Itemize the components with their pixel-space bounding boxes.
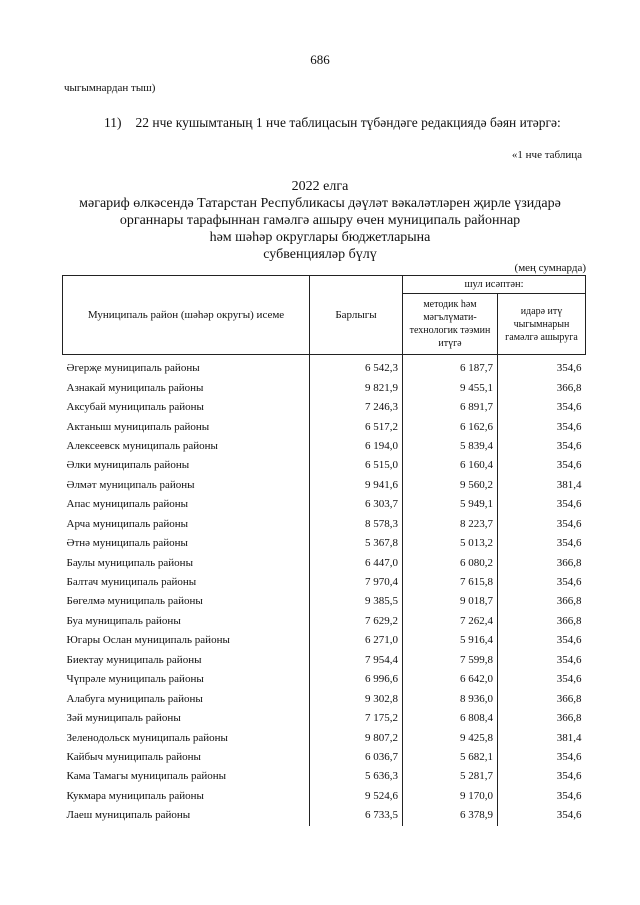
table-row [63,651,586,670]
heading-line: һәм шәһәр округлары бюджетларына [209,230,431,245]
header-total: Барлыгы [310,276,403,355]
units-note: (мең сумнарда) [514,262,586,274]
district-name: Лаеш муниципаль районы [63,806,310,825]
admin-value: 366,8 [497,592,585,611]
total-value: 9 807,2 [310,728,403,747]
district-name: Биектау муниципаль районы [63,651,310,670]
methodical-value: 9 425,8 [403,728,498,747]
admin-value: 354,6 [497,573,585,592]
admin-value: 354,6 [497,787,585,806]
table-row [63,417,586,436]
methodical-value: 7 615,8 [403,573,498,592]
admin-value: 354,6 [497,437,585,456]
heading-line: мәгариф өлкәсендә Татарстан Республикасы дәүләт вәкаләтләрен җирле үзидарә [79,196,561,211]
district-name: Арча муниципаль районы [63,515,310,534]
district-name: Чүпрәле муниципаль районы [63,670,310,689]
methodical-value: 7 599,8 [403,651,498,670]
admin-value: 354,6 [497,651,585,670]
total-value: 6 303,7 [310,495,403,514]
district-name: Буа муниципаль районы [63,612,310,631]
table-row [63,592,586,611]
admin-value: 354,6 [497,398,585,417]
methodical-value: 9 455,1 [403,378,498,397]
district-name: Алексеевск муниципаль районы [63,437,310,456]
total-value: 7 954,4 [310,651,403,670]
previous-page-continuation: чыгымнардан тыш) [64,82,156,94]
admin-value: 381,4 [497,476,585,495]
total-value: 6 542,3 [310,355,403,379]
table-row [63,476,586,495]
methodical-value: 6 080,2 [403,553,498,572]
total-value: 6 517,2 [310,417,403,436]
total-value: 6 733,5 [310,806,403,825]
total-value: 6 996,6 [310,670,403,689]
district-name: Югары Ослан муниципаль районы [63,631,310,650]
total-value: 7 175,2 [310,709,403,728]
methodical-value: 9 018,7 [403,592,498,611]
header-group: шул исәптән: [403,276,586,294]
page-number: 686 [310,52,330,67]
heading-line: субвенцияләр бүлү [263,247,377,262]
table-row [63,437,586,456]
table-row [63,728,586,747]
district-name: Актаныш муниципаль районы [63,417,310,436]
methodical-value: 5 281,7 [403,767,498,786]
district-name: Азнакай муниципаль районы [63,378,310,397]
methodical-value: 6 187,7 [403,355,498,379]
district-name: Зәй муниципаль районы [63,709,310,728]
admin-value: 354,6 [497,417,585,436]
admin-value: 354,6 [497,767,585,786]
methodical-value: 5 013,2 [403,534,498,553]
district-name: Кама Тамагы муниципаль районы [63,767,310,786]
heading-line: 2022 елга [291,179,349,194]
methodical-value: 6 378,9 [403,806,498,825]
admin-value: 354,6 [497,515,585,534]
total-value: 6 194,0 [310,437,403,456]
methodical-value: 6 808,4 [403,709,498,728]
admin-value: 366,8 [497,709,585,728]
admin-value: 354,6 [497,748,585,767]
total-value: 9 524,6 [310,787,403,806]
table-row [63,709,586,728]
header-methodical: методик һәм мәгълүмати-технологик тәэмин итүгә [403,294,498,355]
table-row [63,689,586,708]
methodical-value: 5 839,4 [403,437,498,456]
subvention-table [62,275,586,826]
methodical-value: 8 223,7 [403,515,498,534]
table-row [63,670,586,689]
table-row [63,767,586,786]
total-value: 9 385,5 [310,592,403,611]
table-row [63,573,586,592]
admin-value: 366,8 [497,378,585,397]
table-row [63,631,586,650]
paragraph-number: 11) [104,115,122,130]
admin-value: 354,6 [497,456,585,475]
district-name: Әлки муниципаль районы [63,456,310,475]
paragraph-text: 22 нче кушымтаның 1 нче таблицасын түбәндәге редакциядә бәян итәргә: [135,115,561,130]
methodical-value: 8 936,0 [403,689,498,708]
district-name: Аксубай муниципаль районы [63,398,310,417]
district-name: Бөгелмә муниципаль районы [63,592,310,611]
methodical-value: 9 560,2 [403,476,498,495]
methodical-value: 7 262,4 [403,612,498,631]
admin-value: 354,6 [497,495,585,514]
district-name: Әлмәт муниципаль районы [63,476,310,495]
total-value: 7 629,2 [310,612,403,631]
table-row [63,553,586,572]
methodical-value: 5 949,1 [403,495,498,514]
district-name: Зеленодольск муниципаль районы [63,728,310,747]
table-reference: «1 нче таблица [511,149,582,161]
district-name: Апас муниципаль районы [63,495,310,514]
total-value: 6 515,0 [310,456,403,475]
total-value: 6 447,0 [310,553,403,572]
total-value: 8 578,3 [310,515,403,534]
admin-value: 366,8 [497,612,585,631]
admin-value: 354,6 [497,534,585,553]
district-name: Кукмара муниципаль районы [63,787,310,806]
methodical-value: 6 162,6 [403,417,498,436]
table-row [63,495,586,514]
methodical-value: 6 891,7 [403,398,498,417]
methodical-value: 5 682,1 [403,748,498,767]
heading-line: органнары тарафыннан гамәлгә ашыру өчен муниципаль районнар [119,213,521,228]
table-row [63,515,586,534]
table-row [63,456,586,475]
header-name: Муниципаль район (шәһәр округы) исеме [63,276,310,355]
table-heading [0,178,640,263]
amendment-paragraph [64,114,582,132]
table-row [63,806,586,825]
district-name: Әгерҗе муниципаль районы [63,355,310,379]
admin-value: 354,6 [497,355,585,379]
table-row [63,787,586,806]
district-name: Балтач муниципаль районы [63,573,310,592]
district-name: Баулы муниципаль районы [63,553,310,572]
total-value: 6 271,0 [310,631,403,650]
total-value: 7 970,4 [310,573,403,592]
total-value: 5 636,3 [310,767,403,786]
table-row [63,378,586,397]
total-value: 6 036,7 [310,748,403,767]
admin-value: 354,6 [497,631,585,650]
district-name: Кайбыч муниципаль районы [63,748,310,767]
admin-value: 354,6 [497,806,585,825]
table-row [63,355,586,379]
total-value: 7 246,3 [310,398,403,417]
district-name: Әтнә муниципаль районы [63,534,310,553]
total-value: 5 367,8 [310,534,403,553]
district-name: Алабуга муниципаль районы [63,689,310,708]
admin-value: 354,6 [497,670,585,689]
methodical-value: 6 642,0 [403,670,498,689]
table-row [63,612,586,631]
methodical-value: 6 160,4 [403,456,498,475]
admin-value: 366,8 [497,553,585,572]
table-row [63,398,586,417]
table-row [63,534,586,553]
header-admin-costs: идарә итү чыгымнарын гамәлгә ашыруга [497,294,585,355]
admin-value: 381,4 [497,728,585,747]
table-row [63,748,586,767]
methodical-value: 9 170,0 [403,787,498,806]
total-value: 9 302,8 [310,689,403,708]
admin-value: 366,8 [497,689,585,708]
total-value: 9 821,9 [310,378,403,397]
methodical-value: 5 916,4 [403,631,498,650]
total-value: 9 941,6 [310,476,403,495]
